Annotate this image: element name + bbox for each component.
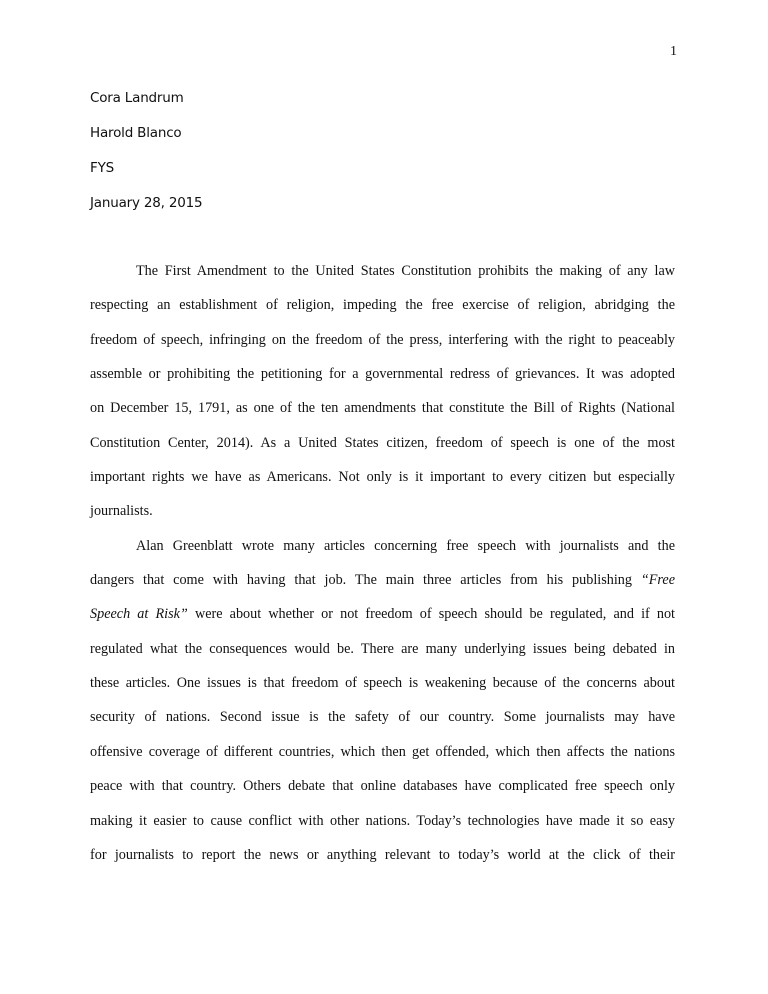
paragraph-1-line: journalists. [90, 503, 153, 520]
page-number: 1 [670, 44, 677, 59]
paragraph-1-line: on December 15, 1791, as one of the ten amendments that constitute the Bill of Rights (National [90, 400, 675, 417]
paragraph-1-line: freedom of speech, infringing on the freedom of the press, interfering with the right to peaceably [90, 331, 675, 348]
paragraph-1-line: important rights we have as Americans. Not only is it important to every citizen but especially [90, 469, 675, 486]
instructor-name: Harold Blanco [90, 125, 182, 141]
paragraph-2-line: these articles. One issues is that freedom of speech is weakening because of the concerns about [90, 675, 675, 692]
paragraph-1-line: respecting an establishment of religion, impeding the free exercise of religion, abridging the [90, 297, 675, 314]
paragraph-2-line [90, 597, 675, 631]
line-text: dangers that come with having that job. The main three articles from his publishing [90, 572, 632, 589]
paragraph-2-line: Alan Greenblatt wrote many articles concerning free speech with journalists and the [136, 537, 675, 554]
paragraph-2-line: security of nations. Second issue is the safety of our country. Some journalists may have [90, 709, 675, 726]
paragraph-2-line: offensive coverage of different countries, which then get offended, which then affects the nations [90, 743, 675, 760]
paragraph-2-line: for journalists to report the news or anything relevant to today’s world at the click of their [90, 846, 675, 863]
publication-title-start: “Free [640, 572, 676, 589]
line-text: were about whether or not freedom of speech should be regulated, and if not [194, 606, 676, 623]
paragraph-2-line: regulated what the consequences would be. There are many underlying issues being debated in [90, 640, 675, 657]
author-name: Cora Landrum [90, 90, 184, 106]
paragraph-2-line: making it easier to cause conflict with other nations. Today’s technologies have made it so easy [90, 812, 675, 829]
paragraph-2-line [90, 563, 675, 597]
paragraph-1-line: assemble or prohibiting the petitioning for a governmental redress of grievances. It was adopted [90, 366, 675, 383]
paragraph-1-line: The First Amendment to the United States Constitution prohibits the making of any law [136, 263, 675, 279]
date: January 28, 2015 [90, 195, 203, 211]
publication-title-end: Speech at Risk” [90, 606, 188, 623]
essay-body [90, 254, 675, 872]
paragraph-2-line: peace with that country. Others debate that online databases have complicated free speech only [90, 778, 675, 795]
paragraph-1-line: Constitution Center, 2014). As a United States citizen, freedom of speech is one of the most [90, 434, 675, 451]
course-name: FYS [90, 160, 114, 176]
